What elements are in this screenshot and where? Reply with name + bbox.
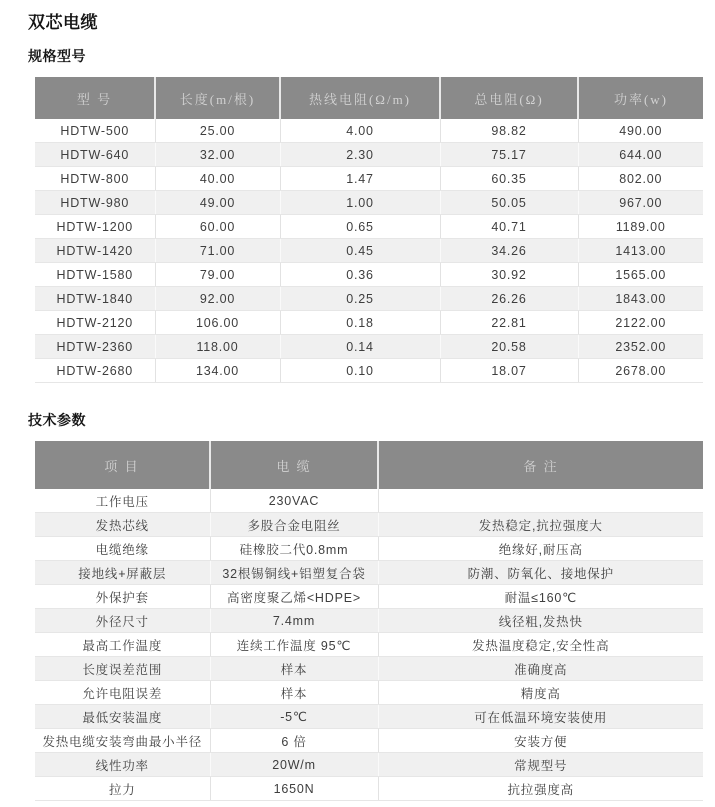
table-cell: HDTW-2680 <box>35 359 155 383</box>
table-cell: 32.00 <box>155 143 280 167</box>
table-cell: 0.45 <box>280 239 440 263</box>
table-cell: 1565.00 <box>578 263 703 287</box>
table-cell: 134.00 <box>155 359 280 383</box>
table-cell: 802.00 <box>578 167 703 191</box>
table-cell: -5℃ <box>210 705 378 729</box>
table-cell <box>378 489 703 513</box>
table-cell: 98.82 <box>440 119 578 143</box>
table-cell: 1.00 <box>280 191 440 215</box>
spec-col-header-length: 长度(m/根) <box>155 77 280 119</box>
table-cell: 230VAC <box>210 489 378 513</box>
table-cell: 60.35 <box>440 167 578 191</box>
table-cell: HDTW-1200 <box>35 215 155 239</box>
table-row <box>35 143 703 167</box>
table-cell: 工作电压 <box>35 489 210 513</box>
table-cell: 25.00 <box>155 119 280 143</box>
table-cell: 线性功率 <box>35 753 210 777</box>
table-cell: 6 倍 <box>210 729 378 753</box>
table-cell: 967.00 <box>578 191 703 215</box>
table-cell: 50.05 <box>440 191 578 215</box>
table-cell: 0.10 <box>280 359 440 383</box>
tech-table-body <box>35 489 703 801</box>
table-row <box>35 705 703 729</box>
table-cell: 2122.00 <box>578 311 703 335</box>
spec-table-header-row <box>35 77 703 119</box>
table-cell: 1189.00 <box>578 215 703 239</box>
table-cell: 最低安装温度 <box>35 705 210 729</box>
table-cell: 0.18 <box>280 311 440 335</box>
table-row <box>35 729 703 753</box>
table-cell: 发热稳定,抗拉强度大 <box>378 513 703 537</box>
table-cell: 抗拉强度高 <box>378 777 703 801</box>
table-row <box>35 191 703 215</box>
table-cell: 20W/m <box>210 753 378 777</box>
table-cell: 防潮、防氧化、接地保护 <box>378 561 703 585</box>
table-cell: HDTW-800 <box>35 167 155 191</box>
table-cell: 硅橡胶二代0.8mm <box>210 537 378 561</box>
table-cell: 2352.00 <box>578 335 703 359</box>
table-cell: 绝缘好,耐压高 <box>378 537 703 561</box>
table-cell: 30.92 <box>440 263 578 287</box>
table-row <box>35 537 703 561</box>
tech-col-header-cable: 电 缆 <box>210 441 378 489</box>
table-cell: 92.00 <box>155 287 280 311</box>
table-cell: 耐温≤160℃ <box>378 585 703 609</box>
table-cell: 允许电阻误差 <box>35 681 210 705</box>
table-cell: HDTW-500 <box>35 119 155 143</box>
table-cell: 106.00 <box>155 311 280 335</box>
table-cell: HDTW-2360 <box>35 335 155 359</box>
table-cell: 准确度高 <box>378 657 703 681</box>
table-cell: 1.47 <box>280 167 440 191</box>
table-cell: 40.71 <box>440 215 578 239</box>
section-title-tech: 技术参数 <box>28 412 86 428</box>
table-cell: 多股合金电阻丝 <box>210 513 378 537</box>
tech-col-header-remark: 备 注 <box>378 441 703 489</box>
table-row <box>35 777 703 801</box>
table-cell: 71.00 <box>155 239 280 263</box>
table-cell: 22.81 <box>440 311 578 335</box>
table-cell: 644.00 <box>578 143 703 167</box>
table-cell: 2.30 <box>280 143 440 167</box>
table-cell: 26.26 <box>440 287 578 311</box>
table-cell: 发热芯线 <box>35 513 210 537</box>
page-title: 双芯电缆 <box>28 13 98 32</box>
table-cell: 118.00 <box>155 335 280 359</box>
table-cell: 20.58 <box>440 335 578 359</box>
table-cell: HDTW-1420 <box>35 239 155 263</box>
table-cell: 32根锡铜线+铝塑复合袋 <box>210 561 378 585</box>
table-row <box>35 513 703 537</box>
table-cell: 样本 <box>210 681 378 705</box>
table-row <box>35 311 703 335</box>
spec-col-header-total-resistance: 总电阻(Ω) <box>440 77 578 119</box>
spec-table-body <box>35 119 703 383</box>
table-cell: 精度高 <box>378 681 703 705</box>
table-row <box>35 239 703 263</box>
table-row <box>35 681 703 705</box>
table-cell: HDTW-1580 <box>35 263 155 287</box>
tech-table <box>35 441 703 801</box>
table-cell: HDTW-1840 <box>35 287 155 311</box>
table-cell: 拉力 <box>35 777 210 801</box>
table-row <box>35 119 703 143</box>
section-title-spec: 规格型号 <box>28 48 86 64</box>
table-cell: 高密度聚乙烯<HDPE> <box>210 585 378 609</box>
table-cell: 4.00 <box>280 119 440 143</box>
table-cell: 75.17 <box>440 143 578 167</box>
table-cell: 外保护套 <box>35 585 210 609</box>
table-cell: 79.00 <box>155 263 280 287</box>
table-row <box>35 633 703 657</box>
table-cell: 样本 <box>210 657 378 681</box>
table-cell: 外径尺寸 <box>35 609 210 633</box>
table-cell: 60.00 <box>155 215 280 239</box>
table-row <box>35 609 703 633</box>
table-cell: 长度误差范围 <box>35 657 210 681</box>
table-cell: HDTW-980 <box>35 191 155 215</box>
spec-col-header-power: 功率(w) <box>578 77 703 119</box>
table-cell: 可在低温环境安装使用 <box>378 705 703 729</box>
table-row <box>35 287 703 311</box>
tech-col-header-item: 项 目 <box>35 441 210 489</box>
spec-table <box>35 77 703 383</box>
table-cell: 发热电缆安装弯曲最小半径 <box>35 729 210 753</box>
table-cell: 0.25 <box>280 287 440 311</box>
table-cell: 490.00 <box>578 119 703 143</box>
table-cell: 18.07 <box>440 359 578 383</box>
table-cell: 安装方便 <box>378 729 703 753</box>
table-row <box>35 489 703 513</box>
table-row <box>35 263 703 287</box>
table-cell: 线径粗,发热快 <box>378 609 703 633</box>
table-cell: HDTW-2120 <box>35 311 155 335</box>
table-cell: 电缆绝缘 <box>35 537 210 561</box>
table-cell: HDTW-640 <box>35 143 155 167</box>
table-cell: 连续工作温度 95℃ <box>210 633 378 657</box>
table-cell: 40.00 <box>155 167 280 191</box>
tech-table-header-row <box>35 441 703 489</box>
table-cell: 0.36 <box>280 263 440 287</box>
table-cell: 常规型号 <box>378 753 703 777</box>
table-cell: 1843.00 <box>578 287 703 311</box>
table-row <box>35 215 703 239</box>
table-cell: 发热温度稳定,安全性高 <box>378 633 703 657</box>
spec-col-header-model: 型 号 <box>35 77 155 119</box>
spec-col-header-wire-resistance: 热线电阻(Ω/m) <box>280 77 440 119</box>
table-row <box>35 167 703 191</box>
table-row <box>35 657 703 681</box>
table-row <box>35 561 703 585</box>
table-cell: 接地线+屏蔽层 <box>35 561 210 585</box>
table-row <box>35 359 703 383</box>
table-cell: 2678.00 <box>578 359 703 383</box>
table-cell: 34.26 <box>440 239 578 263</box>
table-row <box>35 753 703 777</box>
table-cell: 1650N <box>210 777 378 801</box>
table-cell: 49.00 <box>155 191 280 215</box>
table-cell: 7.4mm <box>210 609 378 633</box>
table-row <box>35 335 703 359</box>
table-row <box>35 585 703 609</box>
table-cell: 0.14 <box>280 335 440 359</box>
table-cell: 最高工作温度 <box>35 633 210 657</box>
table-cell: 1413.00 <box>578 239 703 263</box>
table-cell: 0.65 <box>280 215 440 239</box>
